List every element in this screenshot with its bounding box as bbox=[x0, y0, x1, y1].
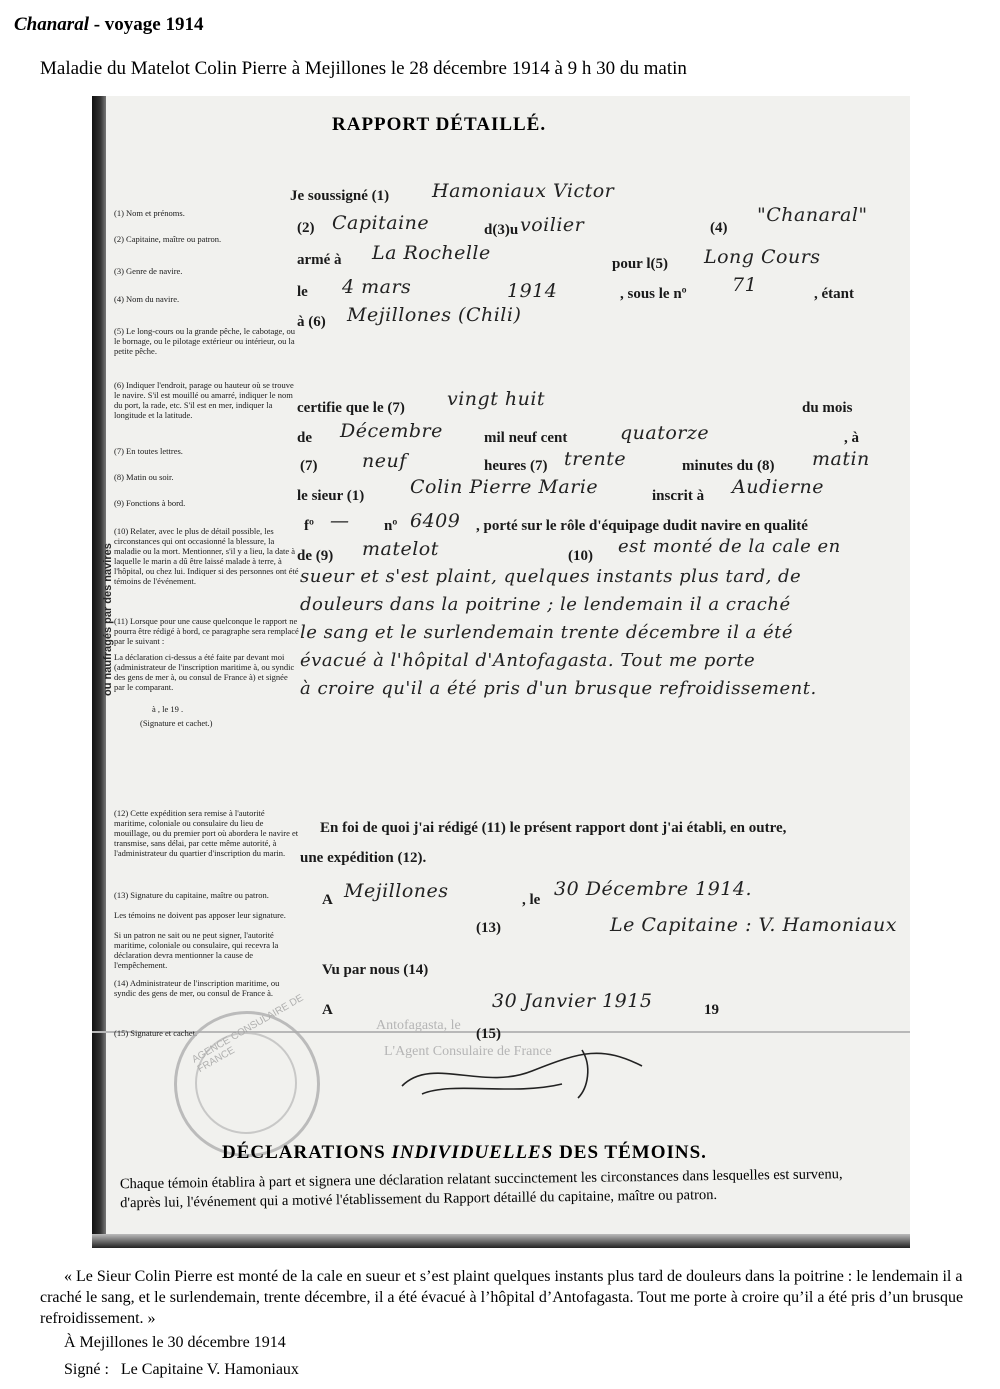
du-label: d(3)u bbox=[484, 222, 519, 238]
note-11c: à , le 19 . bbox=[152, 704, 184, 714]
role-label: (2) bbox=[297, 220, 315, 236]
minutes-value: matin bbox=[812, 448, 870, 470]
declarations-title bbox=[222, 1142, 707, 1164]
de9-label: de (9) bbox=[297, 548, 334, 564]
mil-label: mil neuf cent bbox=[484, 430, 568, 446]
sign-le-value: 30 Décembre 1914. bbox=[554, 878, 753, 900]
inscrit-value: Audierne bbox=[732, 476, 825, 498]
note-3: (3) Genre de navire. bbox=[114, 266, 183, 276]
declarations-title-a: DÉCLARATIONS bbox=[222, 1142, 386, 1163]
vu-a-label: A bbox=[322, 1002, 333, 1018]
note-1: (1) Nom et prénoms. bbox=[114, 208, 185, 218]
note-15: (15) Signature et cachet. bbox=[114, 1028, 198, 1038]
stamp-text: AGENCE CONSULAIRE DE FRANCE bbox=[190, 992, 306, 1076]
soussigne-label: Je soussigné (1) bbox=[290, 188, 390, 204]
note-13b: Les témoins ne doivent pas apposer leur signature. bbox=[114, 910, 286, 920]
ship-label: (4) bbox=[710, 220, 728, 236]
note-14: (14) Administrateur de l'inscription maritime, ou syndic des gens de mer, ou consul de France à. bbox=[114, 978, 280, 998]
soussigne-value: Hamoniaux Victor bbox=[432, 180, 615, 202]
comma-a: , à bbox=[844, 430, 859, 446]
sign-a-value: Mejillones bbox=[344, 880, 449, 902]
porte-label: , porté sur le rôle d'équipage dudit navire en qualité bbox=[476, 518, 808, 534]
page-subtitle: Maladie du Matelot Colin Pierre à Mejillones le 28 décembre 1914 à 9 h 30 du matin bbox=[40, 58, 687, 79]
n10-label: (10) bbox=[568, 548, 593, 564]
sign-le-label: , le bbox=[522, 892, 541, 908]
note-5: (5) Le long-cours ou la grande pêche, le cabotage, ou le bornage, ou le pilotage extérieur ou intérieur, ou la petite pêche. bbox=[114, 326, 296, 356]
foi-line-2: une expédition (12). bbox=[300, 850, 427, 866]
no-label: nº bbox=[384, 518, 398, 534]
narrative-line-4: le sang et le surlendemain trente décembre il a été bbox=[300, 622, 794, 643]
narrative-line-6: à croire qu'il a été pris d'un brusque refroidissement. bbox=[300, 678, 817, 699]
pour-value: Long Cours bbox=[704, 246, 821, 268]
note-13c: Si un patron ne sait ou ne peut signer, l'autorité maritime, coloniale ou consulaire, qui recevra la déclaration devra mentionner la cause de l'empêchement. bbox=[114, 930, 279, 970]
n13-label: (13) bbox=[476, 920, 501, 936]
note-11: (11) Lorsque pour une cause quelconque le rapport ne pourra être rédigé à bord, ce paragraphe sera remplacé par le suivant : bbox=[114, 616, 299, 646]
transcription-signature bbox=[64, 1361, 299, 1379]
certifie-value: vingt huit bbox=[447, 388, 546, 410]
transcription-quote: « Le Sieur Colin Pierre est monté de la cale en sueur et s’est plaint quelques instants plus tard de douleurs dans la poitrine : le lendemain il a craché le sang, et le surlendemain, trente décembre, il a été évacué à l’hôpital d’Antofagasta. Tout me porte à croire qu’il a été pris d’un brusque refroidissement. » bbox=[40, 1268, 964, 1327]
ship-name: Chanaral bbox=[14, 14, 89, 35]
year-value: 1914 bbox=[507, 280, 558, 302]
scan-bottom-edge bbox=[92, 1234, 910, 1248]
de9-value: matelot bbox=[362, 538, 439, 560]
fo-label: fº bbox=[304, 518, 314, 534]
note-10: (10) Relater, avec le plus de détail possible, les circonstances qui ont occasionné la blessure, la maladie ou la mort. Mentionner, s'il y a lieu, la date à laquelle le marin a dû être laissé malade à terre, à l'hôpital, ou chez lui. Indiquer si des personnes ont été témoins de l'événement. bbox=[114, 526, 299, 586]
declarations-body: Chaque témoin établira à part et signera une déclaration relatant succinctement les circonstances dans lesquelles est survenu, d'après lui, l'événement qui a motivé l'établissement du Rapport détaillé du capitaine, maître ou patron. bbox=[119, 1166, 843, 1212]
note-7: (7) En toutes lettres. bbox=[114, 446, 183, 456]
certifie-label: certifie que le (7) bbox=[297, 400, 405, 416]
consul-signature bbox=[392, 1036, 652, 1106]
voyage-label: - voyage 1914 bbox=[93, 14, 204, 35]
pour-label: pour l(5) bbox=[612, 256, 668, 272]
page-title bbox=[14, 14, 204, 36]
scanned-document bbox=[92, 96, 910, 1248]
du-value: voilier bbox=[520, 214, 585, 236]
sous-value: 71 bbox=[732, 274, 758, 296]
fo-value: — bbox=[330, 510, 350, 532]
h7-label: (7) bbox=[300, 458, 318, 474]
stamp-ghost-2: L'Agent Consulaire de France bbox=[384, 1044, 552, 1059]
du-mois-label: du mois bbox=[802, 400, 853, 416]
signed-label: Signé : bbox=[64, 1361, 109, 1378]
consular-stamp bbox=[174, 992, 320, 1157]
sieur-label: le sieur (1) bbox=[297, 488, 365, 504]
n15-label: (15) bbox=[476, 1026, 501, 1042]
sieur-value: Colin Pierre Marie bbox=[410, 476, 599, 498]
declarations-title-c: DES TÉMOINS. bbox=[559, 1142, 707, 1163]
etant-label: , étant bbox=[814, 286, 854, 302]
capitaine-signature: Le Capitaine : V. Hamoniaux bbox=[610, 914, 897, 936]
a-value: Mejillones (Chili) bbox=[347, 304, 522, 326]
note-2: (2) Capitaine, maître ou patron. bbox=[114, 234, 222, 244]
declarations-title-b: INDIVIDUELLES bbox=[391, 1142, 554, 1163]
narrative-line-5: évacué à l'hôpital d'Antofagasta. Tout me porte bbox=[300, 650, 756, 671]
arme-value: La Rochelle bbox=[372, 242, 491, 264]
sign-a-label: A bbox=[322, 892, 333, 908]
de-label: de bbox=[297, 430, 312, 446]
document-title: RAPPORT DÉTAILLÉ. bbox=[332, 114, 547, 135]
minutes-label: minutes du (8) bbox=[682, 458, 775, 474]
note-11d: (Signature et cachet.) bbox=[140, 718, 213, 728]
vu-19: 19 bbox=[704, 1002, 719, 1018]
vu-label: Vu par nous (14) bbox=[322, 962, 429, 978]
note-9: (9) Fonctions à bord. bbox=[114, 498, 186, 508]
sous-label: , sous le nº bbox=[620, 286, 687, 302]
arme-label: armé à bbox=[297, 252, 342, 268]
transcription-place-date: À Mejillones le 30 décembre 1914 bbox=[64, 1334, 286, 1351]
inscrit-label: inscrit à bbox=[652, 488, 705, 504]
note-6: (6) Indiquer l'endroit, parage ou hauteur où se trouve le navire. S'il est mouillé ou amarré, indiquer le nom du port, la rade, etc. S'il est en mer, indiquer la longitude et la latitude. bbox=[114, 380, 294, 420]
signed-value: Le Capitaine V. Hamoniaux bbox=[120, 1361, 299, 1378]
ship-value: "Chanaral" bbox=[757, 204, 868, 226]
note-4: (4) Nom du navire. bbox=[114, 294, 180, 304]
note-8: (8) Matin ou soir. bbox=[114, 472, 174, 482]
le-label: le bbox=[297, 284, 308, 300]
mil-value: quatorze bbox=[620, 422, 710, 444]
no-value: 6409 bbox=[410, 510, 461, 532]
spine-text: ou naufragés par des navires bbox=[102, 543, 114, 696]
note-11b: La déclaration ci-dessus a été faite par devant moi (administrateur de l'inscription maritime à, ou syndic des gens de mer à, ou consul de France à) et signée par le comparant. bbox=[114, 652, 295, 692]
role-value: Capitaine bbox=[332, 212, 430, 234]
heures-value: trente bbox=[564, 448, 627, 470]
foi-line-1: En foi de quoi j'ai rédigé (11) le présent rapport dont j'ai établi, en outre, bbox=[320, 820, 787, 836]
le-value: 4 mars bbox=[342, 276, 412, 298]
de-value: Décembre bbox=[340, 420, 443, 442]
narrative-line-3: douleurs dans la poitrine ; le lendemain il a craché bbox=[300, 594, 791, 615]
a-label: à (6) bbox=[297, 314, 326, 330]
stamp-ghost-1: Antofagasta, le bbox=[376, 1018, 461, 1033]
heures-label: heures (7) bbox=[484, 458, 548, 474]
note-13: (13) Signature du capitaine, maître ou patron. bbox=[114, 890, 269, 900]
h7-value: neuf bbox=[362, 450, 407, 472]
narrative-line-1: est monté de la cale en bbox=[618, 536, 841, 557]
vu-date-value: 30 Janvier 1915 bbox=[492, 990, 653, 1012]
note-12: (12) Cette expédition sera remise à l'autorité maritime, coloniale ou consulaire du lieu de mouillage, ou du premier port où abordera le navire et transmise, sans délai, par cette même autorité, à l'administrateur du quartier d'inscription du marin. bbox=[114, 808, 299, 858]
narrative-line-2: sueur et s'est plaint, quelques instants plus tard, de bbox=[300, 566, 802, 587]
